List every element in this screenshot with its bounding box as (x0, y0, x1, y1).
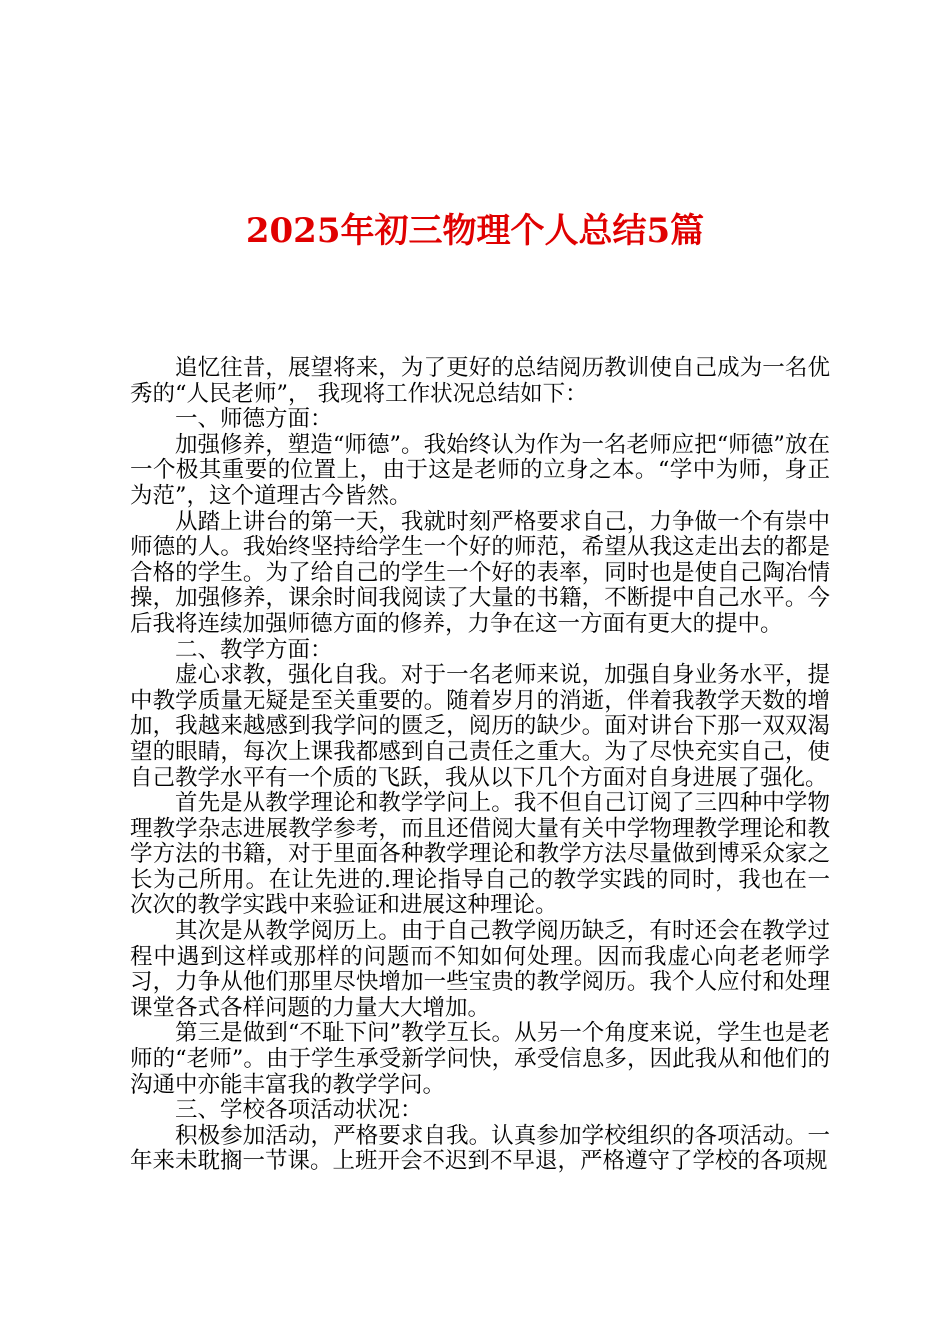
paragraph-ethics-1: 加强修养，塑造“师德”。我始终认为作为一名老师应把“师德”放在一个极其重要的位置上，由于这是老师的立身之本。“学中为师，身正为范”，这个道理古今皆然。 (130, 431, 830, 509)
paragraph-teaching-4: 第三是做到“不耻下问”教学互长。从另一个角度来说，学生也是老师的“老师”。由于学生承受新学问快，承受信息多，因此我从和他们的沟通中亦能丰富我的教学学问。 (130, 1020, 830, 1098)
document-title: 2025年初三物理个人总结5篇 (245, 211, 705, 251)
section-heading-activities: 三、学校各项活动状况： (175, 1097, 423, 1124)
paragraph-teaching-2: 首先是从教学理论和教学学问上。我不但自己订阅了三四种中学物理教学杂志进展教学参考，而且还借阅大量有关中学物理教学理论和教学方法的书籍，对于里面各种教学理论和教学方法尽量做到博采众家之长为己所用。在让先进的.理论指导自己的教学实践的同时，我也在一次次的教学实践中来验证和进展这种理论。 (130, 790, 830, 919)
paragraph-intro: 追忆往昔，展望将来，为了更好的总结阅历教训使自己成为一名优秀的“人民老师”， 我现将工作状况总结如下： (130, 355, 830, 407)
paragraph-activities-1: 积极参加活动，严格要求自我。认真参加学校组织的各项活动。一年来未耽搁一节课。上班开会不迟到不早退，严格遵守了学校的各项规 (130, 1122, 830, 1175)
section-heading-teaching: 二、教学方面： (175, 636, 333, 663)
document-body (130, 356, 830, 1175)
paragraph-teaching-3: 其次是从教学阅历上。由于自己教学阅历缺乏，有时还会在教学过程中遇到这样或那样的问题而不知如何处理。因而我虚心向老老师学习，力争从他们那里尽快增加一些宝贵的教学阅历。我个人应付和处理课堂各式各样问题的力量大大增加。 (130, 918, 830, 1021)
paragraph-ethics-2: 从踏上讲台的第一天，我就时刻严格要求自己，力争做一个有崇中师德的人。我始终坚持给学生一个好的师范，希望从我这走出去的都是合格的学生。为了给自己的学生一个好的表率，同时也是使自己陶冶情操，加强修养，课余时间我阅读了大量的书籍，不断提中自己水平。今后我将连续加强师德方面的修养，力争在这一方面有更大的提中。 (130, 508, 830, 637)
section-heading-ethics: 一、师德方面： (175, 406, 333, 433)
paragraph-teaching-1: 虚心求教，强化自我。对于一名老师来说，加强自身业务水平，提中教学质量无疑是至关重要的。随着岁月的消逝，伴着我教学天数的增加，我越来越感到我学问的匮乏，阅历的缺少。面对讲台下那一双双渴望的眼睛，每次上课我都感到自己责任之重大。为了尽快充实自己，使自己教学水平有一个质的飞跃，我从以下几个方面对自身进展了强化。 (130, 662, 830, 791)
